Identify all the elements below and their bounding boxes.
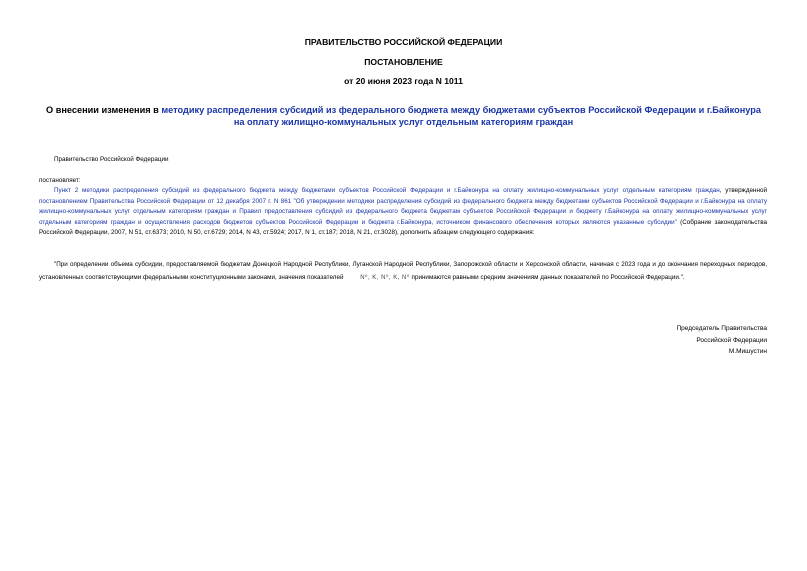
paragraph-text: "При определении объема субсидии, предоставляемой бюджетам Донецкой Народной Республики, Луганской Народной Республики, Запорожской области и Херсонской области, начиная с 2023 года и до окончания переходных периодов, установленных соответствующими федеральными конституционными законами, значения показателей <box>39 261 767 281</box>
document-title <box>40 104 767 128</box>
indicator-formula: N⁰, K, N⁰, K, N⁰ <box>360 275 410 281</box>
paragraph-new-text <box>39 258 767 285</box>
government-header: ПРАВИТЕЛЬСТВО РОССИЙСКОЙ ФЕДЕРАЦИИ <box>304 37 503 47</box>
paragraph-text: (Собрание законодательства Российской Федерации, 2007, N 51, ст.6373; 2010, N 50, ст.6729; 2014, N 43, ст.5924; 2017, N 1, ст.187; 2018, N 21, ст.3028), дополнить абзацем следующего содержания: <box>39 218 767 236</box>
title-methodology-link[interactable]: методику распределения субсидий из федерального бюджета между бюджетами субъектов Российской Федерации и г.Байконура на оплату жилищно-коммунальных услуг отдельным категориям граждан <box>161 105 761 127</box>
government-name: Правительство Российской Федерации <box>54 156 169 163</box>
signature-name: М.Мишустин <box>728 348 767 355</box>
signature-block <box>676 323 767 358</box>
paragraph-text: принимаются равными средним значениям данных показателей по Российской Федерации.". <box>409 274 685 281</box>
paragraph-text: , утвержденной <box>719 187 767 194</box>
methodology-point-link[interactable]: Пункт 2 методики распределения субсидий из федерального бюджета между бюджетами субъектов Российской Федерации и г.Байконура на оплату жилищно-коммунальных услуг отдельным категориям граждан <box>54 187 720 194</box>
signature-organization: Российской Федерации <box>696 336 767 344</box>
title-prefix: О внесении изменения в <box>46 105 162 115</box>
document-type: ПОСТАНОВЛЕНИЕ <box>364 57 443 67</box>
signature-position: Председатель Правительства <box>676 325 767 332</box>
paragraph-amendment <box>39 186 767 239</box>
decree-word: постановляет: <box>39 177 81 184</box>
document-date-number: от 20 июня 2023 года N 1011 <box>344 76 463 86</box>
resolution-861-link[interactable]: постановлением Правительства Российской Федерации от 12 декабря 2007 г. N 861 "Об утверждении методики распределения субсидий из федерального бюджета между бюджетами субъектов Российской Федерации и г.Байконура на оплату жилищно-коммунальных услуг отдельным категориям граждан и Правил предоставления субсидий из федерального бюджета бюджетам субъектов Российской Федерации и бюджету г.Байконура на оплату жилищно-коммунальных услуг отдельным категориям граждан и осуществления расходов бюджетов субъектов Российской Федерации и бюджета г.Байконура, источником финансового обеспечения которых являются указанные субсидии" <box>39 197 767 226</box>
